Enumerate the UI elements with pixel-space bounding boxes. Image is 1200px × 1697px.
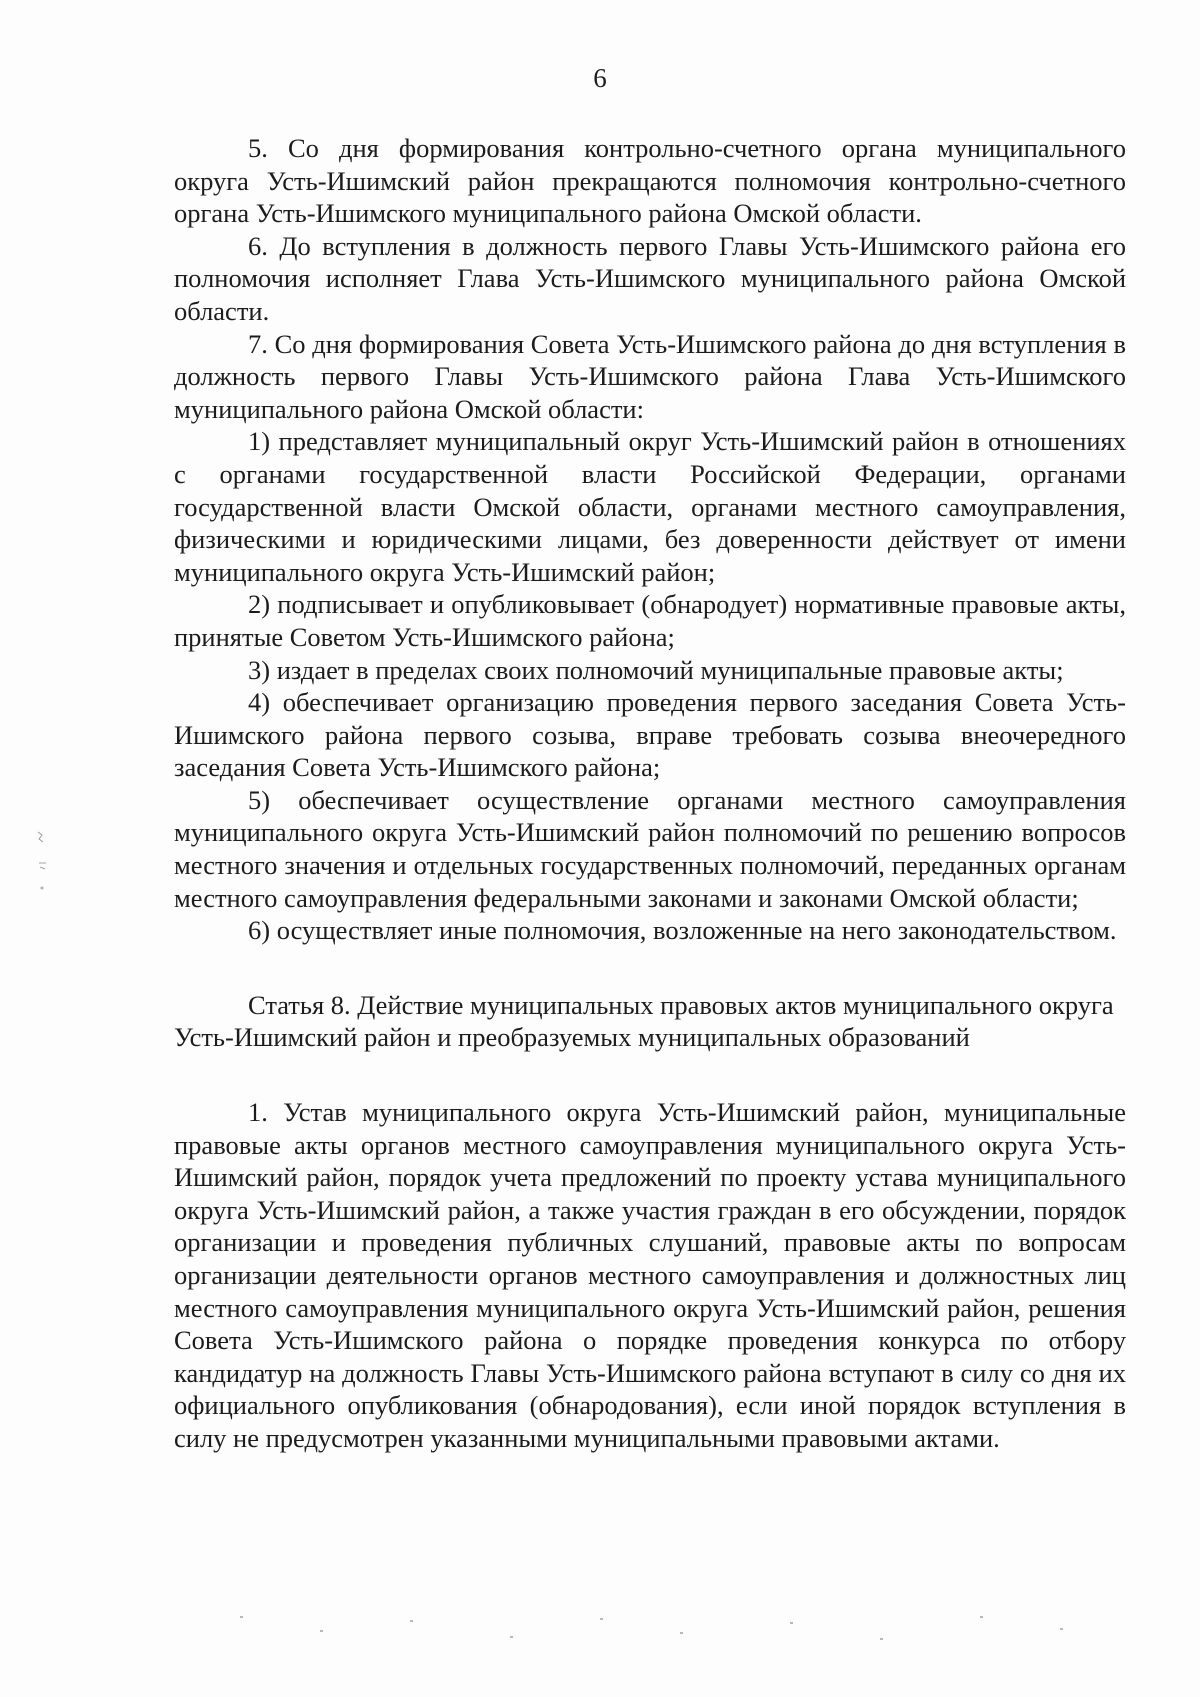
article-8-heading: Статья 8. Действие муниципальных правовых актов муниципального округа Усть-Ишимский район и преобразуемых муниципальных образований (174, 989, 1114, 1053)
list-item-1: 1) представляет муниципальный округ Усть-Ишимский район в отношениях с органами государственной власти Российской Федерации, органами государственной власти Омской области, органами местного самоуправления, физическими и юридическими лицами, без доверенности действует от имени муниципального округа Усть-Ишимский район; (174, 426, 1126, 587)
list-item-6: 6) осуществляет иные полномочия, возложенные на него законодательством. (248, 915, 1117, 946)
list-item-2: 2) подписывает и опубликовывает (обнародует) нормативные правовые акты, принятые Советом Усть-Ишимского района; (174, 589, 1126, 652)
paragraph-6-glava: 6. До вступления в должность первого Главы Усть-Ишимского района его полномочия исполняет Глава Усть-Ишимского муниципального района Омской области. (174, 230, 1126, 326)
list-item-5: 5) обеспечивает осуществление органами местного самоуправления муниципального округа Усть-Ишимский район полномочий по решению вопросов местного значения и отдельных государственных полномочий, переданных органам местного самоуправления федеральными законами и законами Омской области; (174, 784, 1126, 913)
scan-noise (180, 1610, 1120, 1650)
paragraph-5-kso: 5. Со дня формирования контрольно-счетного органа муниципального округа Усть-Ишимский район прекращаются полномочия контрольно-счетного органа Усть-Ишимского муниципального района Омской области. (174, 133, 1126, 229)
page-number: 6 (593, 63, 607, 93)
list-item-4: 4) обеспечивает организацию проведения первого заседания Совета Усть-Ишимского района первого созыва, вправе требовать созыва внеочередного заседания Совета Усть-Ишимского района; (174, 687, 1126, 783)
article-8-paragraph-1: 1. Устав муниципального округа Усть-Ишимский район, муниципальные правовые акты органов местного самоуправления муниципального округа Усть-Ишимский район, порядок учета предложений по проекту устава муниципального округа Усть-Ишимский район, а также участия граждан в его обсуждении, порядок организации и проведения публичных слушаний, правовые акты по вопросам организации деятельности органов местного самоуправления и должностных лиц местного самоуправления муниципального округа Усть-Ишимский район, решения Совета Усть-Ишимского района о порядке проведения конкурса по отбору кандидатур на должность Главы Усть-Ишимского района вступают в силу со дня их официального опубликования (обнародования), если иной порядок вступления в силу не предусмотрен указанными муниципальными правовыми актами. (174, 1097, 1126, 1453)
document-body (174, 132, 1126, 1455)
scan-artifact (36, 830, 46, 844)
paragraph-7-sovet: 7. Со дня формирования Совета Усть-Ишимского района до дня вступления в должность первого Главы Усть-Ишимского района Глава Усть-Ишимского муниципального района Омской области: (174, 328, 1126, 424)
scan-artifact (40, 885, 44, 891)
list-item-3: 3) издает в пределах своих полномочий муниципальные правовые акты; (248, 654, 1064, 685)
scan-artifact (38, 860, 48, 872)
